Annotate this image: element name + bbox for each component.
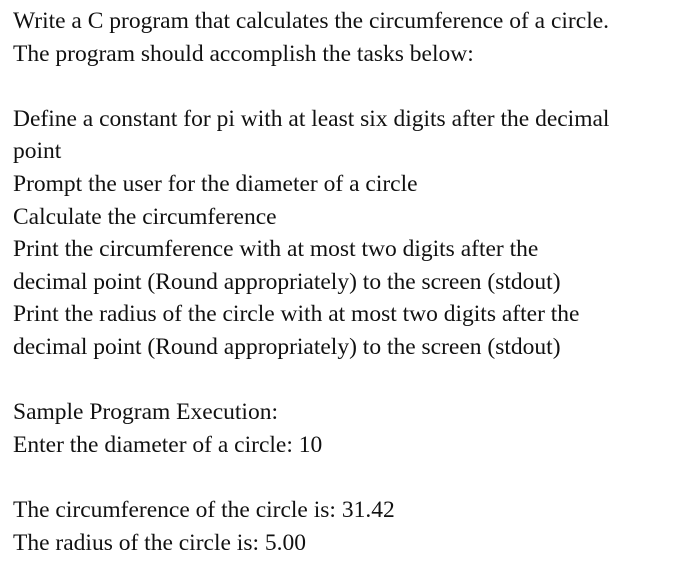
paragraph-spacer — [13, 364, 693, 397]
document-body — [13, 5, 693, 559]
task-list — [13, 103, 693, 364]
sample-prompt-line: Enter the diameter of a circle: 10 — [13, 431, 323, 458]
paragraph-spacer — [13, 461, 693, 494]
task-line: Prompt the user for the diameter of a circle — [13, 170, 418, 197]
intro-line: The program should accomplish the tasks below: — [13, 40, 474, 67]
task-line: Print the circumference with at most two digits after the — [13, 236, 539, 263]
task-line: decimal point (Round appropriately) to the screen (stdout) — [13, 333, 561, 360]
output-line: The circumference of the circle is: 31.42 — [13, 496, 395, 523]
task-line: Print the radius of the circle with at most two digits after the — [13, 301, 580, 328]
sample-execution — [13, 396, 693, 461]
intro-line: Write a C program that calculates the circumference of a circle. — [13, 8, 610, 34]
task-line: Calculate the circumference — [13, 203, 277, 230]
sample-output — [13, 494, 693, 559]
paragraph-spacer — [13, 70, 693, 103]
task-line: Define a constant for pi with at least six digits after the decimal — [13, 105, 610, 132]
intro-paragraph — [13, 5, 693, 70]
sample-heading: Sample Program Execution: — [13, 399, 278, 426]
output-line: The radius of the circle is: 5.00 — [13, 529, 307, 556]
task-line: decimal point (Round appropriately) to the screen (stdout) — [13, 268, 561, 295]
task-line: point — [13, 138, 62, 165]
